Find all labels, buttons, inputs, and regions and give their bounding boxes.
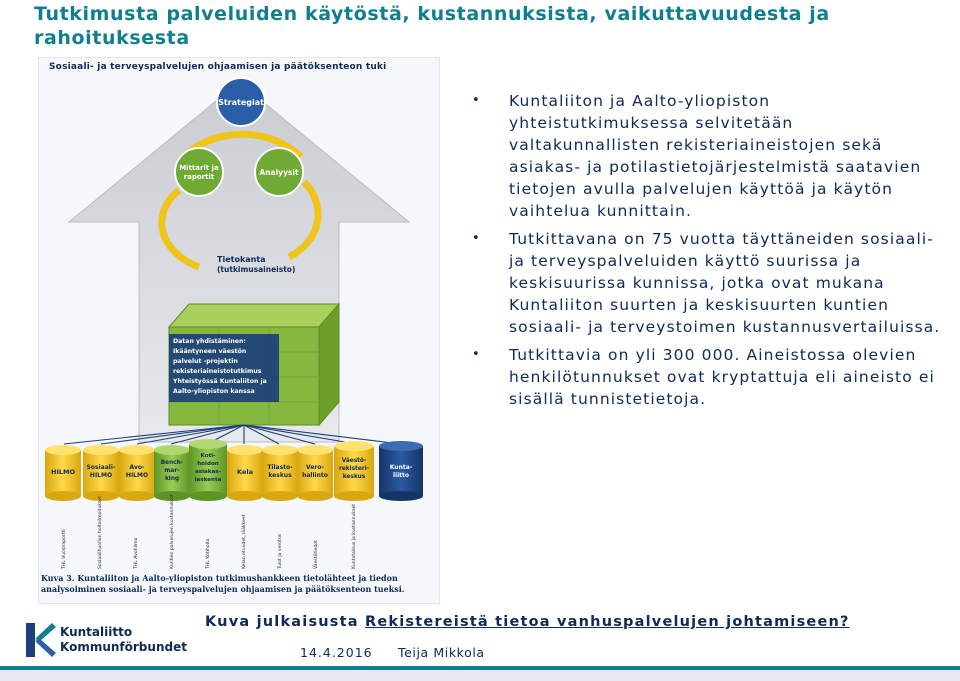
svg-text:rekisteriaineistotutkimus: rekisteriaineistotutkimus [173,368,262,375]
svg-text:Väestötiedot: Väestötiedot [314,540,319,569]
svg-text:Sosiaalihuollon hoitoilmoituks: Sosiaalihuollon hoitoilmoitukset [98,495,103,569]
source-cylinders [45,439,423,501]
svg-text:Kela: Kela [237,468,253,476]
svg-text:HILMO: HILMO [51,468,75,476]
bullet-item: • Tutkittavia on yli 300 000. Aineistossa olevien henkilötunnukset ovat kryptattuja eli aineisto ei sisällä tunnistetietoja. [472,344,942,410]
figure-diagram [39,72,439,584]
figure-header: Sosiaali- ja terveyspalvelujen ohjaamisen ja päätöksenteon tuki [49,62,387,72]
svg-text:asiakas-: asiakas- [195,469,221,475]
svg-text:Aalto-yliopiston kanssa: Aalto-yliopiston kanssa [173,388,255,395]
svg-text:Yhteistyössä Kuntaliiton ja: Yhteistyössä Kuntaliiton ja [173,378,267,385]
svg-text:Koti-: Koti- [200,453,216,459]
svg-text:rekisteri-: rekisteri- [338,466,370,472]
svg-text:Tietokanta: Tietokanta [217,255,266,264]
cylinder-sosiaali-hilmo [83,445,119,501]
svg-text:keskus: keskus [342,474,366,480]
svg-text:liitto: liitto [392,472,410,479]
svg-text:king: king [164,476,180,482]
kuntaliitto-logo-icon [26,621,56,659]
svg-text:(tutkimusaineisto): (tutkimusaineisto) [217,265,296,274]
svg-text:Tulot ja verotus: Tulot ja verotus [278,533,283,569]
figure-caption: Kuva 3. Kuntaliiton ja Aalto-yliopiston tutkimushankkeen tietolähteet ja tiedon analysoiminen sosiaali- ja terveyspalvelujen ohjaamisen ja päätöksenteon tueksi. [41,573,405,594]
svg-text:Kuntatalous ja kustannukset: Kuntatalous ja kustannukset [352,503,357,569]
svg-text:Avo-: Avo- [129,464,145,471]
cylinder-kuntaliitto [379,441,423,501]
cylinder-hilmo [45,445,81,501]
svg-text:mar-: mar- [164,468,180,474]
svg-text:THL Avohilmo: THL Avohilmo [134,537,139,569]
research-figure [38,57,440,604]
svg-text:HILMO: HILMO [89,472,113,479]
svg-text:THL Vuosiraportti: THL Vuosiraportti [62,529,67,569]
bottom-stripe [0,666,960,670]
svg-text:hallinto: hallinto [302,472,328,479]
analyysit-label: Analyysit [259,168,299,177]
cylinder-benchmarking [154,445,190,501]
footer-credit [205,614,850,630]
publication-link[interactable]: Rekistereistä tietoa vanhuspalvelujen johtamiseen? [365,614,850,630]
svg-text:Kelan etuudet, lääkkeet: Kelan etuudet, lääkkeet [242,514,247,569]
svg-text:Kunta-: Kunta- [389,464,413,471]
svg-text:Kuntien palvelujen kustannukse: Kuntien palvelujen kustannukset [170,494,175,569]
cylinder-tilastokeskus [262,445,298,501]
svg-text:Bench-: Bench- [160,460,184,466]
svg-text:palvelut -projektin: palvelut -projektin [173,358,238,365]
mittarit-label-1: Mittarit ja [179,164,219,172]
slide-date: 14.4.2016 [300,645,373,660]
logo-text [60,625,187,655]
mittarit-label-2: raportit [183,173,215,181]
cylinder-vaestorekisterikeskus [334,441,374,501]
svg-text:Tilasto-: Tilasto- [267,464,293,471]
slide-title: Tutkimusta palveluiden käytöstä, kustannuksista, vaikuttavuudesta ja rahoituksesta [34,3,830,49]
cylinder-verohallinto [297,445,333,501]
svg-text:hoidon: hoidon [197,461,219,467]
cylinder-avo-hilmo [119,445,155,501]
svg-text:Datan yhdistäminen:: Datan yhdistäminen: [173,338,246,345]
svg-text:keskus: keskus [268,472,292,479]
svg-text:Ikääntyneen väestön: Ikääntyneen väestön [173,348,247,355]
logo-line-1: Kuntaliitto [60,625,133,639]
svg-text:Väestö-: Väestö- [341,458,367,464]
bullet-item: • Tutkittavana on 75 vuotta täyttäneiden sosiaali- ja terveyspalveluiden käyttö suurissa ja keskisuurissa kunnissa, jotka ovat mukana Kuntaliiton suurten ja keskisuurten kuntien sosiaali- ja terveystoimen kustannusvertailuissa. [472,228,942,338]
cylinder-kela [227,445,263,501]
slide-author: Teija Mikkola [398,645,485,660]
kuntaliitto-logo [26,621,196,661]
svg-text:Sosiaali-: Sosiaali- [86,464,116,471]
mittarit-node [175,148,223,196]
svg-text:THL Kotihoito: THL Kotihoito [206,538,211,569]
bullet-list [472,90,942,416]
svg-text:laskenta: laskenta [194,477,222,483]
bottom-bar [0,666,960,681]
logo-line-2: Kommunförbundet [60,640,187,654]
source-notes [61,494,357,570]
bullet-item: • Kuntaliiton ja Aalto-yliopiston yhteistutkimuksessa selvitetään valtakunnallisten rekisteriaineistojen sekä asiakas- ja potilastietojärjestelmistä saatavien tietojen avulla palvelujen käyttöä ja käytön vaihtelua kunnittain. [472,90,942,222]
credit-prefix: Kuva julkaisusta [205,614,365,630]
cylinder-kotihoito [189,439,227,501]
svg-text:Vero-: Vero- [306,464,324,471]
svg-text:HILMO: HILMO [125,472,149,479]
strategiat-label: Strategiat [218,98,264,107]
